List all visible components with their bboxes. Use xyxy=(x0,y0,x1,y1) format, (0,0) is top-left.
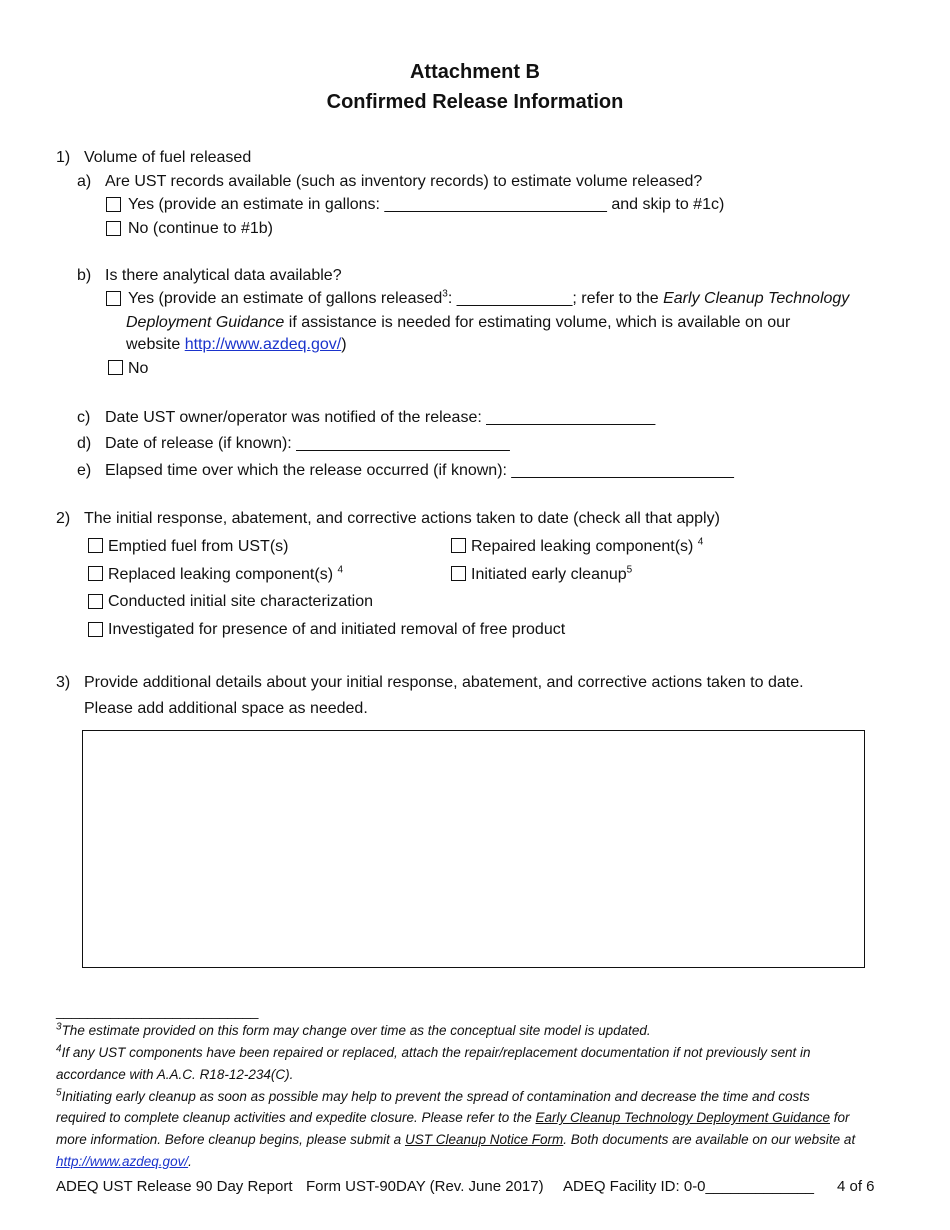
footer-facility-id: ADEQ Facility ID: 0-0_____________ xyxy=(563,1178,814,1195)
q1c-text: Date UST owner/operator was notified of the release: ___________________ xyxy=(105,409,656,426)
footnote-ref-4b: 4 xyxy=(337,564,344,576)
footnote-5-line2 xyxy=(56,1109,849,1127)
q1d-number: d) xyxy=(77,435,92,452)
site-characterization-checkbox[interactable] xyxy=(88,594,103,609)
q1a-no-checkbox[interactable] xyxy=(106,221,121,236)
footnote-5-line3 xyxy=(56,1131,855,1149)
q1-number: 1) xyxy=(56,149,71,166)
replaced-component-label xyxy=(108,565,343,585)
q1b-yes-line1 xyxy=(128,289,849,309)
footnote-5-line2-end: for xyxy=(829,1110,850,1125)
q1b-yes-line3 xyxy=(126,335,347,355)
q1b-yes-checkbox[interactable] xyxy=(106,291,121,306)
footnote-5-line3-text: more information. Before cleanup begins, please submit a xyxy=(56,1132,405,1147)
footnote-5-line2-text: required to complete cleanup activities and expedite closure. Please refer to the xyxy=(56,1110,536,1125)
replaced-component-text: Replaced leaking component(s) xyxy=(108,566,334,583)
repaired-component-checkbox[interactable] xyxy=(451,538,466,553)
q1b-yes-line2-text: if assistance is needed for estimating volume, which is available on our xyxy=(284,314,791,331)
q3-line2: Please add additional space as needed. xyxy=(84,700,368,717)
footnote-5-line4-end: . xyxy=(188,1154,192,1169)
guidance-link[interactable]: Early Cleanup Technology Deployment Guidance xyxy=(535,1110,830,1125)
repaired-component-label xyxy=(471,537,703,557)
q1b-close-paren: ) xyxy=(341,336,347,353)
q1d-text: Date of release (if known): ________________________ xyxy=(105,435,510,452)
footnote-5-text: Initiating early cleanup as soon as possible may help to prevent the spread of contamination and decrease the time and costs xyxy=(61,1089,810,1104)
q1b-website-label: website xyxy=(126,336,185,353)
q1b-number: b) xyxy=(77,267,92,284)
footnote-5-line3-end: . Both documents are available on our website at xyxy=(563,1132,856,1147)
guidance-title: Early Cleanup Technology xyxy=(663,290,850,307)
q1a-no-label: No (continue to #1b) xyxy=(128,220,273,237)
replaced-component-checkbox[interactable] xyxy=(88,566,103,581)
footnote-3-marker: 3 xyxy=(56,1021,62,1033)
free-product-checkbox[interactable] xyxy=(88,622,103,637)
footer-form-number: Form UST-90DAY (Rev. June 2017) xyxy=(306,1178,544,1195)
q1b-yes-line2 xyxy=(126,313,790,333)
additional-details-textarea[interactable] xyxy=(82,730,865,968)
q1b-no-label: No xyxy=(128,360,149,377)
footnote-3 xyxy=(56,1022,651,1040)
emptied-fuel-label: Emptied fuel from UST(s) xyxy=(108,538,289,555)
q1a-yes-checkbox[interactable] xyxy=(106,197,121,212)
q2-label: The initial response, abatement, and corrective actions taken to date (check all that apply) xyxy=(84,510,720,527)
q1c-number: c) xyxy=(77,409,91,426)
q1a-question: Are UST records available (such as inventory records) to estimate volume released? xyxy=(105,173,703,190)
footer-report-name: ADEQ UST Release 90 Day Report xyxy=(56,1178,293,1195)
footnote-ref-4: 4 xyxy=(697,536,704,548)
footnote-3-text: The estimate provided on this form may change over time as the conceptual site model is updated. xyxy=(61,1023,651,1038)
guidance-title-cont: Deployment Guidance xyxy=(126,314,285,331)
page-subtitle: Confirmed Release Information xyxy=(326,91,624,113)
q2-number: 2) xyxy=(56,510,71,527)
repaired-component-text: Repaired leaking component(s) xyxy=(471,538,694,555)
footnote-azdeq-link[interactable]: http://www.azdeq.gov/ xyxy=(56,1154,189,1169)
q1a-yes-label: Yes (provide an estimate in gallons: _________________________ and skip to #1c) xyxy=(128,196,725,213)
footer-page-number: 4 of 6 xyxy=(837,1178,875,1195)
q1b-yes-blank: : _____________; refer to the xyxy=(447,290,664,307)
emptied-fuel-checkbox[interactable] xyxy=(88,538,103,553)
footnote-5-line1 xyxy=(56,1088,810,1106)
q3-number: 3) xyxy=(56,674,71,691)
footnote-ref-5: 5 xyxy=(626,564,633,576)
q1b-no-checkbox[interactable] xyxy=(108,360,123,375)
q1e-text: Elapsed time over which the release occurred (if known): _________________________ xyxy=(105,462,734,479)
azdeq-link[interactable]: http://www.azdeq.gov/ xyxy=(184,336,342,353)
page-title: Attachment B xyxy=(409,61,540,83)
q1b-yes-text: Yes (provide an estimate of gallons released xyxy=(128,290,443,307)
free-product-label: Investigated for presence of and initiated removal of free product xyxy=(108,621,566,638)
q3-line1: Provide additional details about your initial response, abatement, and corrective actions taken to date. xyxy=(84,674,804,691)
footnote-5-marker: 5 xyxy=(56,1087,62,1099)
initiated-cleanup-text: Initiated early cleanup xyxy=(471,566,627,583)
q1-label: Volume of fuel released xyxy=(84,149,252,166)
footnote-4-line1 xyxy=(56,1044,811,1062)
initiated-cleanup-checkbox[interactable] xyxy=(451,566,466,581)
footnote-4-text: If any UST components have been repaired or replaced, attach the repair/replacement documentation if not previously sent in xyxy=(61,1045,811,1060)
q1a-number: a) xyxy=(77,173,92,190)
q1e-number: e) xyxy=(77,462,92,479)
footnote-rule: __________________________ xyxy=(56,1003,259,1019)
footnote-4-line2: accordance with A.A.C. R18-12-234(C). xyxy=(56,1067,294,1082)
initiated-cleanup-label xyxy=(471,565,632,585)
q1b-question: Is there analytical data available? xyxy=(105,267,342,284)
site-characterization-label: Conducted initial site characterization xyxy=(108,593,374,610)
footnote-4-marker: 4 xyxy=(56,1043,62,1055)
footnote-5-line4 xyxy=(56,1153,192,1171)
cleanup-notice-link[interactable]: UST Cleanup Notice Form xyxy=(404,1132,564,1147)
footnote-ref-3: 3 xyxy=(442,288,448,300)
